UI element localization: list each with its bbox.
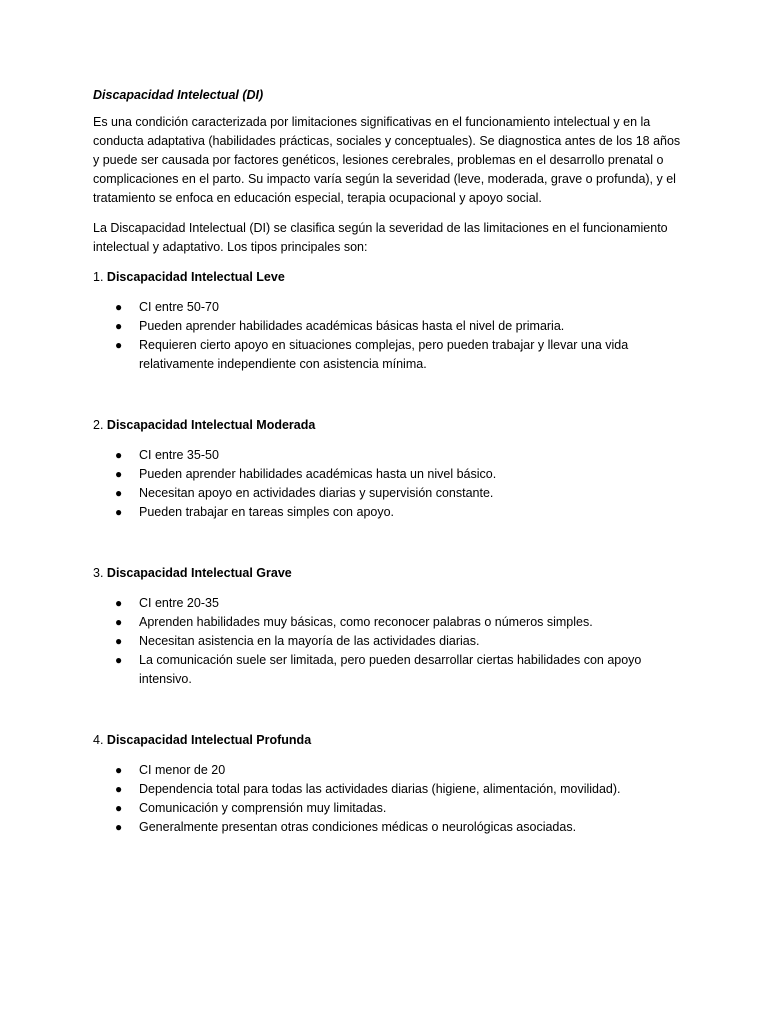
list-item-text: Dependencia total para todas las actividades diarias (higiene, alimentación, movilidad). (139, 782, 621, 796)
intro-paragraph-classification: La Discapacidad Intelectual (DI) se clasifica según la severidad de las limitaciones en el funcionamiento intelectual y adaptativo. Los tipos principales son: (93, 221, 668, 254)
list-item (93, 446, 683, 465)
list-item-text: La comunicación suele ser limitada, pero pueden desarrollar ciertas habilidades con apoyo intensivo. (139, 653, 642, 686)
list-item-text: CI menor de 20 (139, 763, 226, 777)
list-item (93, 818, 683, 837)
section-list-grave (93, 594, 683, 689)
bullet-icon: ● (115, 338, 123, 352)
section-heading-profunda (93, 731, 683, 750)
bullet-icon: ● (115, 505, 123, 519)
list-item (93, 298, 683, 317)
bullet-icon: ● (115, 448, 123, 462)
list-item (93, 632, 683, 651)
list-item-text: Aprenden habilidades muy básicas, como reconocer palabras o números simples. (139, 615, 593, 629)
spacer (93, 689, 683, 731)
section-number: 2. (93, 418, 104, 432)
list-item (93, 651, 683, 689)
bullet-icon: ● (115, 300, 123, 314)
list-item-text: Necesitan asistencia en la mayoría de las actividades diarias. (139, 634, 480, 648)
section-number: 1. (93, 270, 104, 284)
list-item (93, 799, 683, 818)
bullet-icon: ● (115, 820, 123, 834)
list-item-text: Pueden aprender habilidades académicas básicas hasta el nivel de primaria. (139, 319, 565, 333)
list-item-text: CI entre 20-35 (139, 596, 219, 610)
bullet-icon: ● (115, 319, 123, 333)
list-item (93, 465, 683, 484)
list-item-text: Comunicación y comprensión muy limitadas. (139, 801, 387, 815)
section-title: Discapacidad Intelectual Profunda (106, 733, 312, 747)
bullet-icon: ● (115, 801, 123, 815)
bullet-icon: ● (115, 615, 123, 629)
bullet-icon: ● (115, 634, 123, 648)
list-item-text: Generalmente presentan otras condiciones médicas o neurológicas asociadas. (139, 820, 577, 834)
bullet-icon: ● (115, 763, 123, 777)
section-heading-leve (93, 268, 683, 287)
list-item-text: Pueden aprender habilidades académicas hasta un nivel básico. (139, 467, 497, 481)
bullet-icon: ● (115, 596, 123, 610)
list-item-text: CI entre 50-70 (139, 300, 219, 314)
section-title: Discapacidad Intelectual Moderada (106, 418, 316, 432)
bullet-icon: ● (115, 486, 123, 500)
section-heading-moderada (93, 416, 683, 435)
section-list-leve (93, 298, 683, 374)
section-number: 4. (93, 733, 104, 747)
list-item (93, 780, 683, 799)
list-item (93, 594, 683, 613)
list-item (93, 336, 683, 374)
section-title: Discapacidad Intelectual Leve (106, 270, 285, 284)
bullet-icon: ● (115, 467, 123, 481)
section-heading-grave (93, 564, 683, 583)
list-item (93, 503, 683, 522)
list-item (93, 317, 683, 336)
list-item-text: Requieren cierto apoyo en situaciones complejas, pero pueden trabajar y llevar una vida relativamente independiente con asistencia mínima. (139, 338, 629, 371)
list-item-text: Necesitan apoyo en actividades diarias y supervisión constante. (139, 486, 494, 500)
bullet-icon: ● (115, 653, 123, 667)
document-body (93, 86, 683, 837)
intro-paragraph-definition: Es una condición caracterizada por limitaciones significativas en el funcionamiento intelectual y en la conducta adaptativa (habilidades prácticas, sociales y conceptuales). Se diagnostica antes de los 18 años y puede ser causada por factores genéticos, lesiones cerebrales, problemas en el desarrollo prenatal o complicaciones en el parto. Su impacto varía según la severidad (leve, moderada, grave o profunda), y el tratamiento se enfoca en educación especial, terapia ocupacional y apoyo social. (93, 115, 681, 205)
section-list-moderada (93, 446, 683, 522)
list-item-text: CI entre 35-50 (139, 448, 219, 462)
section-list-profunda (93, 761, 683, 837)
list-item (93, 761, 683, 780)
list-item (93, 613, 683, 632)
spacer (93, 522, 683, 564)
section-number: 3. (93, 566, 104, 580)
bullet-icon: ● (115, 782, 123, 796)
document-title: Discapacidad Intelectual (DI) (93, 88, 264, 102)
list-item-text: Pueden trabajar en tareas simples con apoyo. (139, 505, 395, 519)
list-item (93, 484, 683, 503)
spacer (93, 374, 683, 416)
section-title: Discapacidad Intelectual Grave (106, 566, 292, 580)
